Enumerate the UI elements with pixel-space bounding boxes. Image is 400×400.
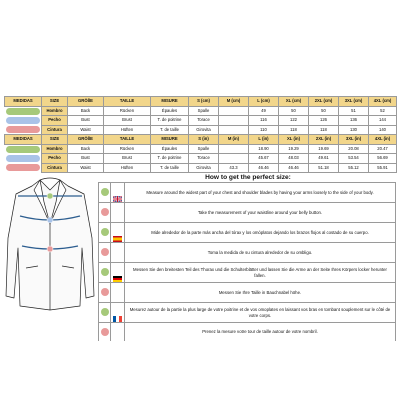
- table-cell: 110: [249, 125, 279, 135]
- guide-row: [99, 183, 396, 203]
- table-cell: Épaules: [151, 106, 189, 116]
- shoulder-marker: [47, 193, 53, 199]
- table-cell: MISURE: [151, 135, 189, 145]
- table-cell: 46.46: [279, 163, 309, 173]
- table-cell: 118: [279, 125, 309, 135]
- table-cell: Girovita: [189, 125, 219, 135]
- guide-text: Messen Sie den breitesten Teil des Thorax und die Schulterblätter und lassen Sie die Arme an der Seite Ihres Körpers locker herunter fallen.: [125, 263, 396, 283]
- guide-row: [99, 243, 396, 263]
- guide-text: Toma la medida de su cintura alrededor de su ombligo.: [125, 243, 396, 263]
- guide-flag-cell: [111, 223, 125, 243]
- table-cell: Rücken: [104, 106, 151, 116]
- hombro-swatch: [6, 108, 40, 115]
- table-cell: Torace: [189, 116, 219, 126]
- guide-text: Measure around the widest part of your chest and shoulder blades by having your arms loosely to the side of your body.: [125, 183, 396, 203]
- table-cell: 122: [279, 116, 309, 126]
- table-cell: 56.69: [369, 154, 397, 164]
- guide-icon-cell: [99, 183, 111, 203]
- table-cell: 2XL (in): [309, 135, 339, 145]
- guide-flag-cell: [111, 323, 125, 342]
- table-cell: L (in): [249, 135, 279, 145]
- guide-row: [99, 223, 396, 243]
- table-cell: 51.18: [309, 163, 339, 173]
- color-swatch-cell: [5, 154, 42, 164]
- guide-icon-cell: [99, 203, 111, 223]
- table-cell: 20.08: [339, 144, 369, 154]
- guide-flag-cell: [111, 283, 125, 303]
- table-cell: MEDIDAS: [5, 135, 42, 145]
- table-cell: Hombro: [42, 144, 68, 154]
- table-row: [5, 163, 397, 173]
- table-cell: S (in): [189, 135, 219, 145]
- table-cell: Rücken: [104, 144, 151, 154]
- table-cell: 130: [339, 125, 369, 135]
- guide-text: Prenez la mesure votre tour de taille autour de votre nombril.: [125, 323, 396, 342]
- table-cell: [219, 116, 249, 126]
- france-flag-icon: [113, 309, 122, 315]
- cintura-dot-icon: [101, 328, 109, 336]
- cintura-dot-icon: [101, 288, 109, 296]
- hombro-dot-icon: [101, 188, 109, 196]
- hombro-dot-icon: [101, 308, 109, 316]
- table-row: [5, 106, 397, 116]
- cintura-swatch: [6, 126, 40, 133]
- hombro-dot-icon: [101, 228, 109, 236]
- table-cell: Brust: [104, 116, 151, 126]
- cintura-swatch: [6, 164, 40, 171]
- table-row: [5, 154, 397, 164]
- table-row: [5, 116, 397, 126]
- table-cell: TAILLE: [104, 97, 151, 107]
- table-cell: Épaules: [151, 144, 189, 154]
- table-row: [5, 144, 397, 154]
- guide-icon-cell: [99, 303, 111, 323]
- cintura-dot-icon: [101, 208, 109, 216]
- table-cell: Hombro: [42, 106, 68, 116]
- table-cell: Cintura: [42, 125, 68, 135]
- table-cell: Back: [68, 106, 104, 116]
- table-cell: M (cm): [219, 97, 249, 107]
- table-cell: Spalle: [189, 106, 219, 116]
- table-cell: T. de poitrine: [151, 154, 189, 164]
- guide-row: [99, 203, 396, 223]
- guide-icon-cell: [99, 283, 111, 303]
- table-cell: 116: [249, 116, 279, 126]
- uk-flag-icon: [113, 189, 122, 195]
- guide-row: [99, 283, 396, 303]
- table-cell: [219, 106, 249, 116]
- table-cell: Torace: [189, 154, 219, 164]
- table-cell: Girovita: [189, 163, 219, 173]
- table-cell: 4XL (cm): [369, 97, 397, 107]
- table-cell: 18.90: [249, 144, 279, 154]
- table-cell: 4XL (in): [369, 135, 397, 145]
- table-header-row: [5, 97, 397, 107]
- table-cell: L (cm): [249, 97, 279, 107]
- table-cell: 55.12: [339, 163, 369, 173]
- table-cell: XL (cm): [279, 97, 309, 107]
- table-cell: 52: [369, 106, 397, 116]
- waist-marker: [47, 246, 53, 252]
- guide-row: [99, 303, 396, 323]
- guide-flag-cell: [111, 263, 125, 283]
- table-cell: S (cm): [189, 97, 219, 107]
- table-cell: Back: [68, 144, 104, 154]
- guide-flag-cell: [111, 183, 125, 203]
- color-swatch-cell: [5, 116, 42, 126]
- table-cell: 49: [249, 106, 279, 116]
- pecho-swatch: [6, 155, 40, 162]
- guide-row: [99, 323, 396, 342]
- table-cell: [219, 125, 249, 135]
- table-cell: 3XL (cm): [339, 97, 369, 107]
- guide-icon-cell: [99, 243, 111, 263]
- guide-icon-cell: [99, 323, 111, 342]
- table-cell: 19.29: [279, 144, 309, 154]
- table-cell: MEDIDAS: [5, 97, 42, 107]
- table-cell: Pecho: [42, 154, 68, 164]
- table-cell: 49.61: [309, 154, 339, 164]
- table-cell: 144: [369, 116, 397, 126]
- table-cell: Waist: [68, 125, 104, 135]
- table-cell: Waist: [68, 163, 104, 173]
- guide-text: Mide alrededor de la parte más ancha del tórax y los omóplatos dejando los brazos flojos al costado de su cuerpo.: [125, 223, 396, 243]
- guide-flag-cell: [111, 203, 125, 223]
- coat-neck: [40, 178, 60, 180]
- guide-text: Mesurez autour de la partie la plus large de votre poitrine et de vos omoplates en laissant vos bras en tombant souplement sur le côté de votre corps.: [125, 303, 396, 323]
- table-cell: Bust: [68, 116, 104, 126]
- table-cell: T. de taille: [151, 163, 189, 173]
- color-swatch-cell: [5, 163, 42, 173]
- table-cell: Pecho: [42, 116, 68, 126]
- table-cell: 43.3: [219, 163, 249, 173]
- cintura-dot-icon: [101, 248, 109, 256]
- size-table: [4, 96, 397, 173]
- table-cell: 19.69: [309, 144, 339, 154]
- color-swatch-cell: [5, 144, 42, 154]
- guide-table: [98, 182, 396, 341]
- table-cell: SIZE: [42, 135, 68, 145]
- table-cell: Hüften: [104, 125, 151, 135]
- guide-flag-cell: [111, 243, 125, 263]
- table-cell: 55.91: [369, 163, 397, 173]
- table-cell: Bust: [68, 154, 104, 164]
- table-cell: SIZE: [42, 97, 68, 107]
- hombro-dot-icon: [101, 268, 109, 276]
- table-cell: T. de taille: [151, 125, 189, 135]
- table-cell: 2XL (cm): [309, 97, 339, 107]
- table-cell: Cintura: [42, 163, 68, 173]
- table-cell: [219, 154, 249, 164]
- table-cell: 53.54: [339, 154, 369, 164]
- table-row: [5, 125, 397, 135]
- table-cell: 51: [339, 106, 369, 116]
- guide-table-body: [99, 183, 396, 342]
- spain-flag-icon: [113, 229, 122, 235]
- table-cell: 3XL (in): [339, 135, 369, 145]
- table-cell: 20.47: [369, 144, 397, 154]
- germany-flag-icon: [113, 269, 122, 275]
- table-cell: MISURE: [151, 97, 189, 107]
- table-cell: 45.67: [249, 154, 279, 164]
- table-cell: [219, 144, 249, 154]
- table-header-row: [5, 135, 397, 145]
- guide-flag-cell: [111, 303, 125, 323]
- chest-marker: [47, 217, 53, 223]
- table-cell: M (in): [219, 135, 249, 145]
- table-cell: 50: [309, 106, 339, 116]
- guide-text: Messen Sie Ihre Taille in Bauchnabel höhe.: [125, 283, 396, 303]
- table-cell: GRÖßE: [68, 135, 104, 145]
- guide-row: [99, 263, 396, 283]
- size-table-body: [5, 97, 397, 173]
- table-cell: 118: [309, 125, 339, 135]
- table-cell: Brust: [104, 154, 151, 164]
- table-cell: TAILLE: [104, 135, 151, 145]
- table-cell: 126: [309, 116, 339, 126]
- pecho-swatch: [6, 117, 40, 124]
- table-cell: GRÖßE: [68, 97, 104, 107]
- guide-title: How to get the perfect size:: [205, 174, 291, 181]
- color-swatch-cell: [5, 106, 42, 116]
- table-cell: 140: [369, 125, 397, 135]
- coat-figure: [4, 176, 96, 316]
- table-cell: XL (in): [279, 135, 309, 145]
- table-cell: 48.03: [279, 154, 309, 164]
- table-cell: T. de poitrine: [151, 116, 189, 126]
- table-cell: Hüften: [104, 163, 151, 173]
- table-cell: Spalle: [189, 144, 219, 154]
- guide-icon-cell: [99, 263, 111, 283]
- guide-icon-cell: [99, 223, 111, 243]
- table-cell: 46.46: [249, 163, 279, 173]
- table-cell: 50: [279, 106, 309, 116]
- table-cell: 136: [339, 116, 369, 126]
- color-swatch-cell: [5, 125, 42, 135]
- guide-text: Take the measurement of your waistline around your belly button.: [125, 203, 396, 223]
- hombro-swatch: [6, 146, 40, 153]
